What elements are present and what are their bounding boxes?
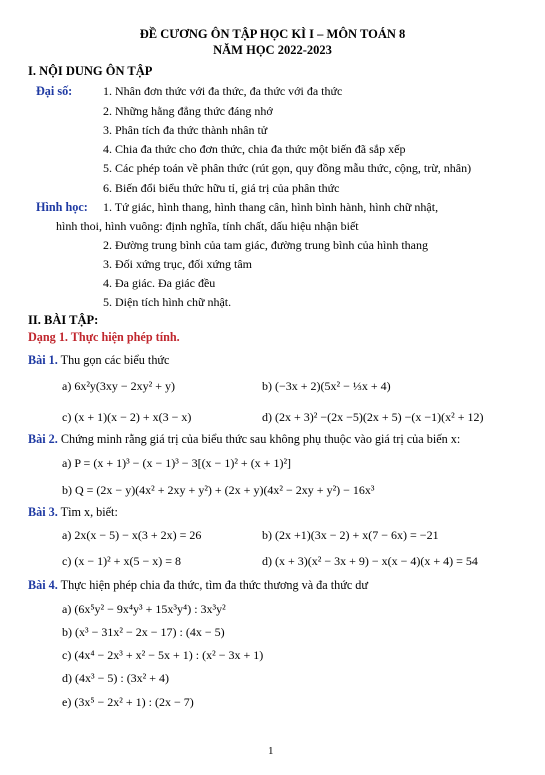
bai2-a: a) P = (x + 1)³ − (x − 1)³ − 3[(x − 1)² + (x + 1)²] (62, 456, 292, 470)
bai4-b: b) (x³ − 31x² − 2x − 17) : (4x − 5) (62, 625, 225, 639)
bai1-d: d) (2x + 3)² −(2x −5)(2x + 5) −(x −1)(x² + 12) (262, 410, 484, 424)
section2-heading: II. BÀI TẬP: (28, 313, 99, 327)
algebra-item-4: 4. Chia đa thức cho đơn thức, chia đa thức một biến đã sắp xếp (103, 142, 406, 156)
doc-title-line2: NĂM HỌC 2022-2023 (213, 43, 332, 57)
algebra-item-6: 6. Biến đổi biểu thức hữu tỉ, giá trị của phân thức (103, 181, 340, 195)
bai3-c: c) (x − 1)² + x(5 − x) = 8 (62, 554, 181, 568)
algebra-item-5: 5. Các phép toán về phân thức (rút gọn, quy đồng mẫu thức, cộng, trừ, nhân) (103, 161, 472, 175)
bai3-a: a) 2x(x − 5) − x(3 + 2x) = 26 (62, 528, 202, 542)
bai4-label: Bài 4. (28, 578, 58, 592)
bai1-b: b) (−3x + 2)(5x² − ⅓x + 4) (262, 379, 391, 393)
bai3-b: b) (2x +1)(3x − 2) + x(7 − 6x) = −21 (262, 528, 439, 542)
algebra-item-2: 2. Những hằng đẳng thức đáng nhớ (103, 104, 273, 118)
geometry-item-3: 3. Đối xứng trục, đối xứng tâm (103, 257, 252, 271)
bai1-line (28, 353, 169, 368)
bai4-text: Thực hiện phép chia đa thức, tìm đa thức thương và đa thức dư (57, 578, 368, 592)
geometry-item-5: 5. Diện tích hình chữ nhật. (103, 295, 232, 309)
bai1-text: Thu gọn các biểu thức (57, 353, 170, 367)
geometry-label: Hình học: (36, 200, 88, 214)
bai2-b: b) Q = (2x − y)(4x² + 2xy + y²) + (2x + y)(4x² − 2xy + y²) − 16x³ (62, 483, 375, 497)
geometry-item-4: 4. Đa giác. Đa giác đều (103, 276, 216, 290)
bai3-line (28, 505, 118, 520)
bai2-label: Bài 2. (28, 432, 58, 446)
bai4-line (28, 578, 368, 593)
geometry-item-1: 1. Tứ giác, hình thang, hình thang cân, hình bình hành, hình chữ nhật, (103, 200, 439, 214)
algebra-item-3: 3. Phân tích đa thức thành nhân tử (103, 123, 268, 137)
geometry-item-2: 2. Đường trung bình của tam giác, đường trung bình của hình thang (103, 238, 428, 252)
algebra-label: Đại số: (36, 84, 73, 98)
section1-heading: I. NỘI DUNG ÔN TẬP (28, 64, 153, 78)
bai4-e: e) (3x⁵ − 2x² + 1) : (2x − 7) (62, 695, 194, 709)
bai3-label: Bài 3. (28, 505, 58, 519)
doc-title-line1: ĐỀ CƯƠNG ÔN TẬP HỌC KÌ I – MÔN TOÁN 8 (139, 27, 406, 41)
bai4-c: c) (4x⁴ − 2x³ + x² − 5x + 1) : (x² − 3x + 1) (62, 648, 264, 662)
bai4-d: d) (4x³ − 5) : (3x² + 4) (62, 671, 170, 685)
geometry-item-1-cont: hình thoi, hình vuông: định nghĩa, tính chất, dấu hiệu nhận biết (56, 219, 359, 233)
algebra-item-1: 1. Nhân đơn thức với đa thức, đa thức với đa thức (103, 84, 343, 98)
dang1-heading: Dạng 1. Thực hiện phép tính. (28, 330, 180, 344)
bai2-line (28, 432, 460, 447)
page-number: 1 (268, 745, 274, 757)
bai3-text: Tìm x, biết: (57, 505, 118, 519)
bai1-c: c) (x + 1)(x − 2) + x(3 − x) (62, 410, 192, 424)
bai1-a: a) 6x²y(3xy − 2xy² + y) (62, 379, 176, 393)
bai4-a: a) (6x⁵y² − 9x⁴y³ + 15x³y⁴) : 3x³y² (62, 602, 226, 616)
bai2-text: Chứng minh rằng giá trị của biểu thức sau không phụ thuộc vào giá trị của biến x: (57, 432, 461, 446)
bai1-label: Bài 1. (28, 353, 58, 367)
bai3-d: d) (x + 3)(x² − 3x + 9) − x(x − 4)(x + 4) = 54 (262, 554, 478, 568)
